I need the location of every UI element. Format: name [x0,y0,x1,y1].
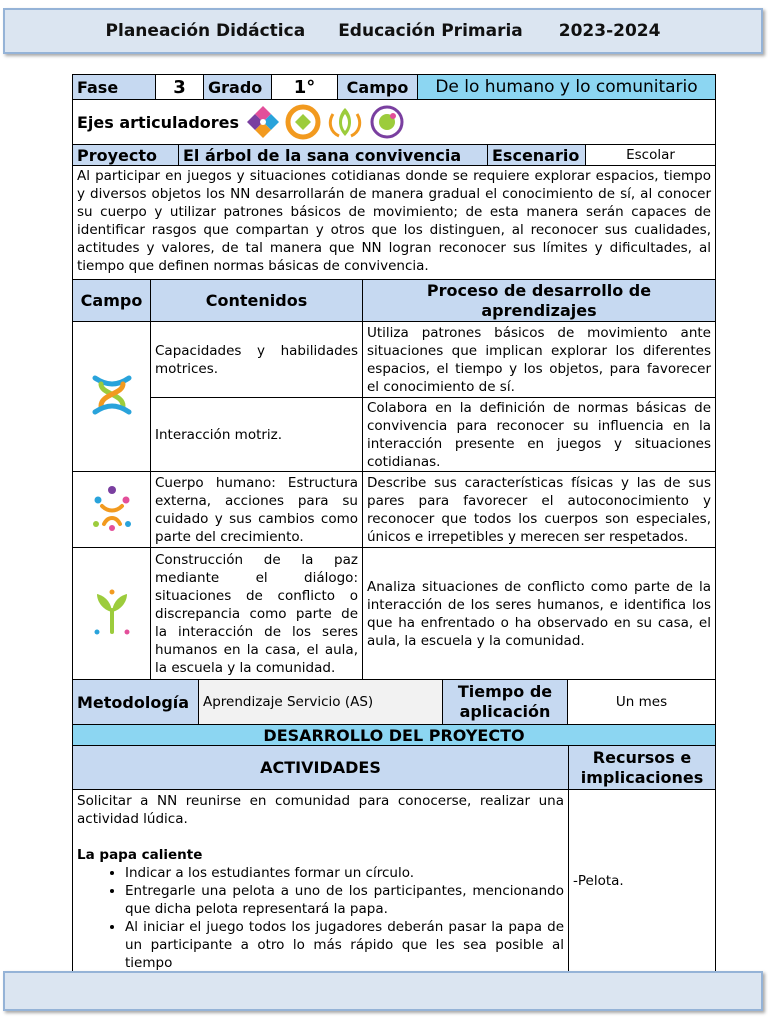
human-body-icon [88,484,136,532]
col-actividades-header: ACTIVIDADES [73,746,569,790]
healthy-living-icon [369,104,405,140]
list-item: • Indicar a los estudiantes formar un círculo. [125,864,564,882]
fase-value: 3 [156,75,204,100]
col-recursos-header: Recursos e implicaciones [569,746,716,790]
fase-label: Fase [73,75,156,100]
pda-3: Describe sus características físicas y las de sus pares para favorecer el autoconocimiento y reconocer que todos los cuerpos son especiales, únicos e irrepetibles y merecen ser respetados. [363,472,716,548]
ejes-row [73,100,716,145]
ejes-table [72,99,716,145]
contenido-1: Capacidades y habilidades motrices. [151,322,363,398]
actividades-intro: Solicitar a NN reunirse en comunidad para conocerse, realizar una actividad lúdica. [77,793,564,827]
pasos-list [77,864,564,972]
table-row [73,398,716,472]
col-campo-header: Campo [73,280,151,322]
actividades-cell [73,790,569,973]
contenido-2: Interacción motriz. [151,398,363,472]
metodologia-value: Aprendizaje Servicio (AS) [199,680,443,725]
desarrollo-title: DESARROLLO DEL PROYECTO [73,725,716,746]
table-row [73,548,716,680]
campo-icon-cell-2 [73,472,151,548]
header-banner [3,8,763,54]
proyecto-label: Proyecto [73,145,179,166]
pda-4: Analiza situaciones de conflicto como parte de la interacción de los seres humanos, e identifica los que ha enfrentado o ha observado en su casa, el aula, la escuela y la comunidad. [363,548,716,680]
campo-icon-cell-3 [73,548,151,680]
descripcion-text: Al participar en juegos y situaciones cotidianas donde se requiere explorar espacios, tiempo y diversos objetos los NN desarrollarán de manera gradual el conocimiento de sí, al conocer su cuerpo y utilizar patrones básicos de movimiento; de esta manera serán capaces de identificar rasgos que compartan y otros que los distinguen, al reconocer sus cualidades, actitudes y valores, de tal manera que NN logran reconocer sus límites y dificultades, al tiempo que definen normas básicas de convivencia. [73,166,716,280]
footer-banner [3,971,763,1011]
recursos-cell: -Pelota. [569,790,716,973]
pda-2: Colabora en la definición de normas básicas de convivencia para reconocer su influencia en la interacción presente en juegos y situaciones cotidianas. [363,398,716,472]
metodologia-table [72,679,716,725]
escenario-label: Escenario [488,145,586,166]
proyecto-table [72,144,716,166]
planning-document [72,74,715,973]
table-row [73,472,716,548]
tiempo-label: Tiempo de aplicación [443,680,568,725]
campo-icon-cell-1 [73,322,151,472]
ejes-icons [245,104,405,140]
col-contenidos-header: Contenidos [151,280,363,322]
critical-thinking-icon [285,104,321,140]
campo-label: Campo [338,75,418,100]
list-item: • Al iniciar el juego todos los jugadores deberán pasar la papa de un participante a otro lo más rápido que les sea posible al tiempo [125,918,564,972]
inclusion-icon [245,104,281,140]
list-item: • Entregarle una pelota a uno de los participantes, mencionando que dicha pelota representará la papa. [125,882,564,918]
metodologia-label: Metodología [73,680,199,725]
pda-1: Utiliza patrones básicos de movimiento ante situaciones que implican explorar los diferentes espacios, el tiempo y los objetos, para favorecer el conocimiento de sí. [363,322,716,398]
table-row [73,322,716,398]
descripcion-table [72,165,716,280]
motor-skills-icon [87,372,137,418]
grado-value: 1° [272,75,338,100]
interculturality-icon [325,104,365,140]
grado-label: Grado [204,75,272,100]
contenido-3: Cuerpo humano: Estructura externa, acciones para su cuidado y sus cambios como parte del crecimiento. [151,472,363,548]
banner-level: Educación Primaria [338,21,523,41]
col-pda-header: Proceso de desarrollo de aprendizajes [363,280,716,322]
peace-sprout-icon [89,588,135,636]
escenario-value: Escolar [586,145,716,166]
contenidos-table [72,279,716,680]
proyecto-value: El árbol de la sana convivencia [179,145,488,166]
tiempo-value: Un mes [568,680,716,725]
ejes-label: Ejes articuladores [77,112,240,132]
desarrollo-table [72,724,716,973]
banner-title: Planeación Didáctica [105,21,306,41]
info-table-top [72,74,716,100]
campo-value: De lo humano y lo comunitario [418,75,716,100]
juego-titulo: La papa caliente [77,847,203,863]
contenido-4: Construcción de la paz mediante el diálogo: situaciones de conflicto o discrepancia como parte de la interacción de los seres humanos en la casa, el aula, la escuela y la comunidad. [151,548,363,680]
banner-cycle: 2023-2024 [558,21,661,41]
